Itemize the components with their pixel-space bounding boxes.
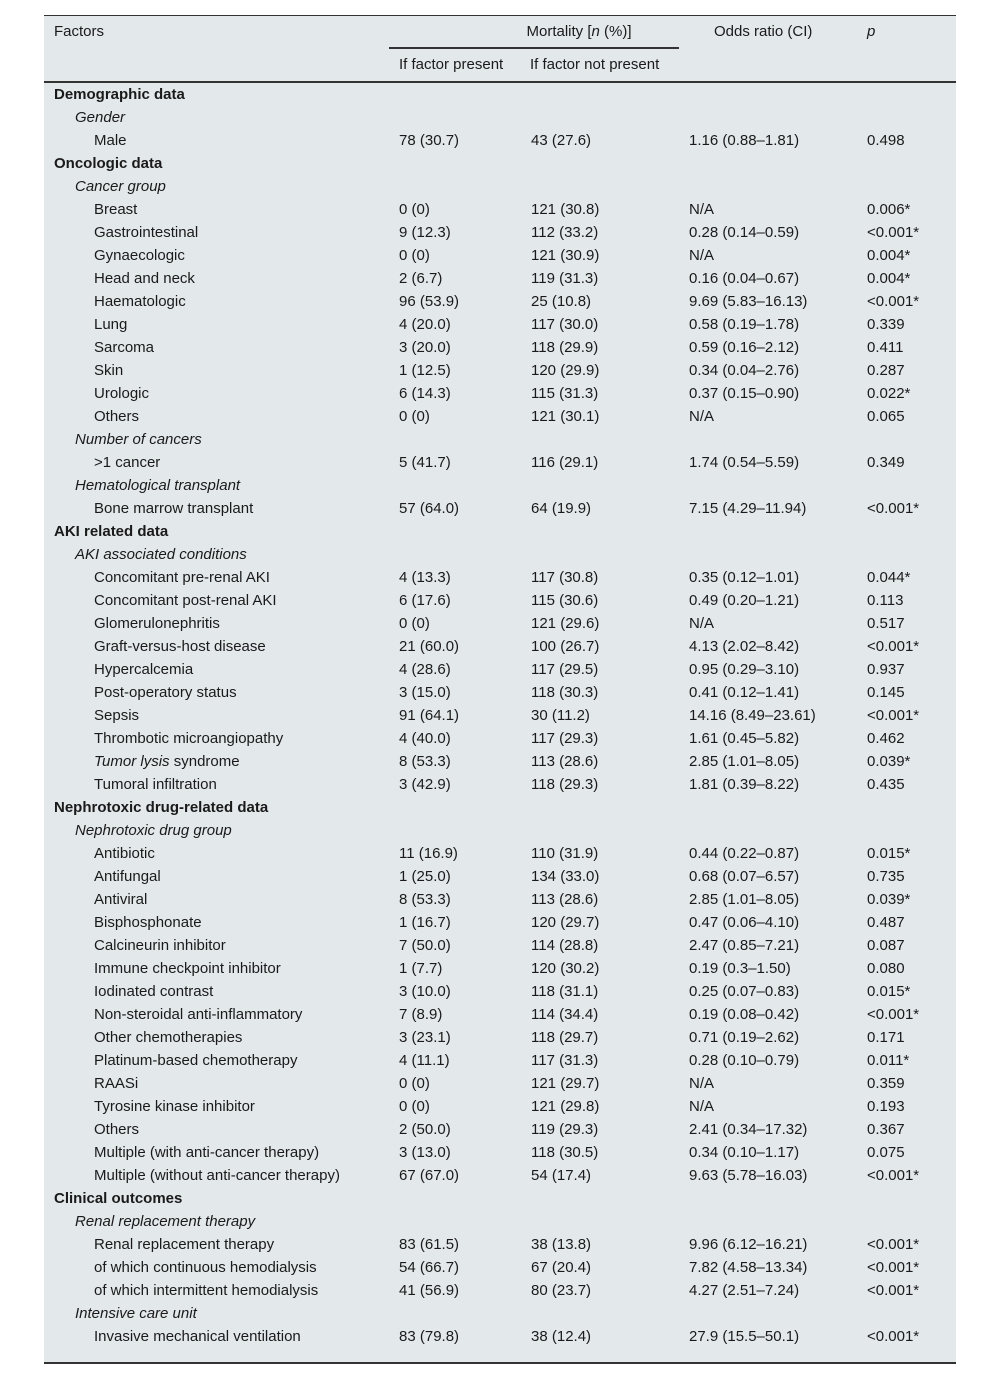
odds-ratio-cell: 0.19 (0.08–0.42): [689, 1006, 800, 1023]
mortality-absent-cell: 121 (30.8): [531, 201, 600, 218]
table-row: [44, 842, 956, 865]
row-label: Post-operatory status: [94, 684, 237, 701]
mortality-present-cell: 5 (41.7): [399, 454, 451, 471]
mortality-present-cell: 2 (50.0): [399, 1121, 451, 1138]
row-label: Renal replacement therapy: [94, 1236, 275, 1253]
p-value-cell: 0.039*: [867, 753, 911, 770]
table-row: [44, 313, 956, 336]
odds-ratio-cell: N/A: [689, 247, 715, 264]
row-label: Renal replacement therapy: [75, 1213, 256, 1230]
mortality-present-cell: 4 (20.0): [399, 316, 451, 333]
odds-ratio-cell: 0.58 (0.19–1.78): [689, 316, 800, 333]
table-row: [44, 934, 956, 957]
subgroup-heading-row: [44, 106, 956, 129]
table-row: [44, 1279, 956, 1302]
odds-ratio-cell: 0.95 (0.29–3.10): [689, 661, 800, 678]
table-row: [44, 773, 956, 796]
header-mortality-rule: [389, 47, 679, 49]
mortality-present-cell: 7 (50.0): [399, 937, 451, 954]
table-row: [44, 911, 956, 934]
p-value-cell: 0.498: [867, 132, 905, 149]
mortality-absent-cell: 121 (30.9): [531, 247, 600, 264]
row-label: of which continuous hemodialysis: [94, 1259, 317, 1276]
mortality-absent-cell: 118 (29.3): [531, 776, 599, 793]
odds-ratio-cell: N/A: [689, 201, 715, 218]
row-label: Cancer group: [75, 178, 166, 195]
row-label: Antiviral: [94, 891, 148, 908]
table-row: [44, 566, 956, 589]
mortality-absent-cell: 115 (30.6): [531, 592, 599, 609]
mortality-absent-cell: 38 (12.4): [531, 1328, 592, 1345]
row-label: Graft-versus-host disease: [94, 638, 266, 655]
odds-ratio-cell: N/A: [689, 615, 715, 632]
row-label: Gastrointestinal: [94, 224, 199, 241]
p-value-cell: 0.065: [867, 408, 905, 425]
odds-ratio-cell: 0.68 (0.07–6.57): [689, 868, 800, 885]
mortality-absent-cell: 54 (17.4): [531, 1167, 592, 1184]
table-row: [44, 1072, 956, 1095]
mortality-present-cell: 21 (60.0): [399, 638, 460, 655]
subgroup-heading-row: [44, 474, 956, 497]
row-label: Concomitant pre-renal AKI: [94, 569, 270, 586]
row-label: Nephrotoxic drug-related data: [54, 799, 269, 816]
header-odds-ratio: Odds ratio (CI): [714, 23, 813, 40]
row-label: Immune checkpoint inhibitor: [94, 960, 281, 977]
mortality-absent-cell: 120 (29.7): [531, 914, 600, 931]
row-label: Sarcoma: [94, 339, 155, 356]
table-row: [44, 1003, 956, 1026]
row-label: Others: [94, 1121, 140, 1138]
row-label: Hematological transplant: [75, 477, 241, 494]
mortality-absent-cell: 117 (30.0): [531, 316, 599, 333]
mortality-absent-cell: 118 (30.3): [531, 684, 599, 701]
mortality-absent-cell: 43 (27.6): [531, 132, 592, 149]
p-value-cell: <0.001*: [867, 1006, 920, 1023]
row-label: Antibiotic: [94, 845, 155, 862]
row-label: Bisphosphonate: [94, 914, 202, 931]
mortality-absent-cell: 112 (33.2): [531, 224, 599, 241]
mortality-absent-cell: 118 (31.1): [531, 983, 599, 1000]
p-value-cell: 0.004*: [867, 270, 911, 287]
row-label: Breast: [94, 201, 138, 218]
table-row: [44, 359, 956, 382]
p-value-cell: 0.435: [867, 776, 905, 793]
row-label: Haematologic: [94, 293, 186, 310]
table-row: [44, 980, 956, 1003]
odds-ratio-cell: 0.47 (0.06–4.10): [689, 914, 800, 931]
mortality-absent-cell: 118 (30.5): [531, 1144, 599, 1161]
odds-ratio-cell: 1.81 (0.39–8.22): [689, 776, 800, 793]
p-value-cell: 0.193: [867, 1098, 905, 1115]
p-value-cell: <0.001*: [867, 1236, 920, 1253]
row-label: Multiple (with anti-cancer therapy): [94, 1144, 320, 1161]
table-row: [44, 221, 956, 244]
header-mortality-prefix: Mortality [: [526, 23, 592, 40]
mortality-present-cell: 3 (42.9): [399, 776, 451, 793]
odds-ratio-cell: 0.28 (0.14–0.59): [689, 224, 800, 241]
p-value-cell: 0.287: [867, 362, 905, 379]
mortality-present-cell: 78 (30.7): [399, 132, 460, 149]
mortality-absent-cell: 25 (10.8): [531, 293, 592, 310]
odds-ratio-cell: 0.44 (0.22–0.87): [689, 845, 800, 862]
p-value-cell: <0.001*: [867, 1282, 920, 1299]
table-header: [44, 16, 956, 83]
p-value-cell: <0.001*: [867, 638, 920, 655]
mortality-absent-cell: 38 (13.8): [531, 1236, 592, 1253]
mortality-present-cell: 3 (20.0): [399, 339, 451, 356]
row-label-rest: syndrome: [169, 753, 240, 770]
header-mortality-suffix: (%)]: [599, 23, 632, 40]
odds-ratio-cell: 0.37 (0.15–0.90): [689, 385, 800, 402]
mortality-absent-cell: 119 (29.3): [531, 1121, 599, 1138]
mortality-absent-cell: 118 (29.7): [531, 1029, 599, 1046]
mortality-present-cell: 7 (8.9): [399, 1006, 443, 1023]
p-value-cell: 0.937: [867, 661, 905, 678]
mortality-absent-cell: 113 (28.6): [531, 753, 599, 770]
row-label: Calcineurin inhibitor: [94, 937, 226, 954]
odds-ratio-cell: 0.71 (0.19–2.62): [689, 1029, 800, 1046]
mortality-present-cell: 1 (7.7): [399, 960, 443, 977]
p-value-cell: 0.487: [867, 914, 905, 931]
odds-ratio-cell: 0.19 (0.3–1.50): [689, 960, 791, 977]
row-label: Intensive care unit: [75, 1305, 197, 1322]
p-value-cell: 0.011*: [867, 1052, 910, 1069]
mortality-absent-cell: 67 (20.4): [531, 1259, 592, 1276]
table-row: [44, 704, 956, 727]
subgroup-heading-row: [44, 819, 956, 842]
row-label: Concomitant post-renal AKI: [94, 592, 277, 609]
table-row: [44, 290, 956, 313]
table-row: [44, 1256, 956, 1279]
mortality-absent-cell: 120 (30.2): [531, 960, 600, 977]
mortality-present-cell: 83 (79.8): [399, 1328, 460, 1345]
mortality-present-cell: 1 (16.7): [399, 914, 451, 931]
row-label: Sepsis: [94, 707, 140, 724]
table-row: [44, 727, 956, 750]
odds-ratio-cell: N/A: [689, 408, 715, 425]
header-p-value: p: [867, 23, 876, 40]
mortality-present-cell: 8 (53.3): [399, 891, 451, 908]
odds-ratio-cell: 9.63 (5.78–16.03): [689, 1167, 808, 1184]
row-label: Thrombotic microangiopathy: [94, 730, 284, 747]
mortality-present-cell: 54 (66.7): [399, 1259, 460, 1276]
table-row: [44, 750, 956, 773]
row-label: Invasive mechanical ventilation: [94, 1328, 301, 1345]
mortality-absent-cell: 115 (31.3): [531, 385, 599, 402]
mortality-absent-cell: 118 (29.9): [531, 339, 599, 356]
row-label: Gender: [75, 109, 126, 126]
odds-ratio-cell: 0.34 (0.10–1.17): [689, 1144, 800, 1161]
odds-ratio-cell: 2.41 (0.34–17.32): [689, 1121, 808, 1138]
mortality-present-cell: 9 (12.3): [399, 224, 451, 241]
section-heading-row: [44, 1187, 956, 1210]
table-row: [44, 658, 956, 681]
mortality-absent-cell: 117 (31.3): [531, 1052, 599, 1069]
mortality-present-cell: 3 (10.0): [399, 983, 451, 1000]
mortality-present-cell: 3 (13.0): [399, 1144, 451, 1161]
row-label: Clinical outcomes: [54, 1190, 183, 1207]
mortality-absent-cell: 110 (31.9): [531, 845, 599, 862]
odds-ratio-cell: 0.16 (0.04–0.67): [689, 270, 800, 287]
mortality-present-cell: 8 (53.3): [399, 753, 451, 770]
row-label: Oncologic data: [54, 155, 163, 172]
table-row: [44, 1118, 956, 1141]
odds-ratio-cell: 27.9 (15.5–50.1): [689, 1328, 800, 1345]
header-if-not-present: If factor not present: [530, 56, 660, 73]
odds-ratio-cell: 1.74 (0.54–5.59): [689, 454, 800, 471]
mortality-present-cell: 6 (14.3): [399, 385, 451, 402]
header-factors: Factors: [54, 23, 105, 40]
p-value-cell: 0.145: [867, 684, 905, 701]
row-label: >1 cancer: [94, 454, 161, 471]
subgroup-heading-row: [44, 175, 956, 198]
p-value-cell: 0.462: [867, 730, 905, 747]
row-label-italic: Tumor lysis: [94, 753, 170, 770]
mortality-present-cell: 91 (64.1): [399, 707, 460, 724]
mortality-absent-cell: 117 (30.8): [531, 569, 599, 586]
mortality-present-cell: 0 (0): [399, 408, 430, 425]
odds-ratio-cell: 0.25 (0.07–0.83): [689, 983, 800, 1000]
table-row: [44, 244, 956, 267]
table-row: [44, 129, 956, 152]
odds-ratio-cell: 4.13 (2.02–8.42): [689, 638, 800, 655]
row-label: Bone marrow transplant: [94, 500, 254, 517]
p-value-cell: 0.735: [867, 868, 905, 885]
odds-ratio-cell: 0.49 (0.20–1.21): [689, 592, 800, 609]
row-label: Male: [94, 132, 127, 149]
p-value-cell: 0.349: [867, 454, 905, 471]
p-value-cell: 0.015*: [867, 845, 911, 862]
mortality-present-cell: 0 (0): [399, 247, 430, 264]
table-row: [44, 1049, 956, 1072]
row-label: [94, 750, 240, 773]
table-body: [44, 83, 956, 1348]
mortality-present-cell: 83 (61.5): [399, 1236, 460, 1253]
odds-ratio-cell: 1.61 (0.45–5.82): [689, 730, 800, 747]
header-if-present: If factor present: [399, 56, 504, 73]
mortality-present-cell: 57 (64.0): [399, 500, 460, 517]
section-heading-row: [44, 796, 956, 819]
table-row: [44, 589, 956, 612]
p-value-cell: 0.359: [867, 1075, 905, 1092]
odds-ratio-cell: 7.15 (4.29–11.94): [689, 500, 807, 517]
mortality-present-cell: 0 (0): [399, 1075, 430, 1092]
odds-ratio-cell: 9.96 (6.12–16.21): [689, 1236, 808, 1253]
row-label: Tumoral infiltration: [94, 776, 217, 793]
p-value-cell: 0.087: [867, 937, 905, 954]
row-label: Lung: [94, 316, 128, 333]
table-row: [44, 405, 956, 428]
table-row: [44, 1095, 956, 1118]
mortality-absent-cell: 113 (28.6): [531, 891, 599, 908]
p-value-cell: <0.001*: [867, 1259, 920, 1276]
mortality-factors-table: [44, 15, 956, 1364]
odds-ratio-cell: 0.34 (0.04–2.76): [689, 362, 800, 379]
p-value-cell: <0.001*: [867, 224, 920, 241]
p-value-cell: 0.022*: [867, 385, 911, 402]
mortality-present-cell: 41 (56.9): [399, 1282, 460, 1299]
table-row: [44, 865, 956, 888]
row-label: Tyrosine kinase inhibitor: [94, 1098, 255, 1115]
row-label: Nephrotoxic drug group: [75, 822, 232, 839]
mortality-absent-cell: 134 (33.0): [531, 868, 600, 885]
row-label: Hypercalcemia: [94, 661, 194, 678]
odds-ratio-cell: 2.47 (0.85–7.21): [689, 937, 800, 954]
mortality-present-cell: 4 (11.1): [399, 1052, 450, 1069]
mortality-present-cell: 4 (40.0): [399, 730, 451, 747]
row-label: of which intermittent hemodialysis: [94, 1282, 319, 1299]
table-row: [44, 198, 956, 221]
subgroup-heading-row: [44, 543, 956, 566]
odds-ratio-cell: 0.28 (0.10–0.79): [689, 1052, 800, 1069]
mortality-present-cell: 0 (0): [399, 201, 430, 218]
row-label: Head and neck: [94, 270, 195, 287]
odds-ratio-cell: 14.16 (8.49–23.61): [689, 707, 816, 724]
mortality-present-cell: 0 (0): [399, 1098, 430, 1115]
p-value-cell: <0.001*: [867, 293, 920, 310]
p-value-cell: 0.080: [867, 960, 905, 977]
mortality-absent-cell: 117 (29.3): [531, 730, 599, 747]
subgroup-heading-row: [44, 1210, 956, 1233]
row-label: Gynaecologic: [94, 247, 185, 264]
table-row: [44, 336, 956, 359]
table-row: [44, 451, 956, 474]
row-label: Platinum-based chemotherapy: [94, 1052, 298, 1069]
table-row: [44, 635, 956, 658]
row-label: AKI related data: [54, 523, 169, 540]
odds-ratio-cell: 0.35 (0.12–1.01): [689, 569, 800, 586]
p-value-cell: 0.006*: [867, 201, 911, 218]
p-value-cell: <0.001*: [867, 1328, 920, 1345]
row-label: Multiple (without anti-cancer therapy): [94, 1167, 340, 1184]
mortality-absent-cell: 119 (31.3): [531, 270, 599, 287]
p-value-cell: 0.517: [867, 615, 905, 632]
mortality-absent-cell: 121 (30.1): [531, 408, 600, 425]
table-row: [44, 497, 956, 520]
table-row: [44, 888, 956, 911]
p-value-cell: 0.044*: [867, 569, 911, 586]
p-value-cell: 0.367: [867, 1121, 905, 1138]
header-mortality: [434, 23, 724, 40]
p-value-cell: <0.001*: [867, 707, 920, 724]
mortality-absent-cell: 117 (29.5): [531, 661, 599, 678]
p-value-cell: 0.015*: [867, 983, 911, 1000]
mortality-absent-cell: 121 (29.6): [531, 615, 600, 632]
mortality-present-cell: 67 (67.0): [399, 1167, 460, 1184]
p-value-cell: 0.339: [867, 316, 905, 333]
p-value-cell: <0.001*: [867, 500, 920, 517]
row-label: Iodinated contrast: [94, 983, 214, 1000]
odds-ratio-cell: 1.16 (0.88–1.81): [689, 132, 800, 149]
table-row: [44, 681, 956, 704]
mortality-present-cell: 11 (16.9): [399, 845, 458, 862]
odds-ratio-cell: N/A: [689, 1098, 715, 1115]
section-heading-row: [44, 520, 956, 543]
mortality-present-cell: 2 (6.7): [399, 270, 443, 287]
mortality-present-cell: 96 (53.9): [399, 293, 460, 310]
mortality-present-cell: 1 (12.5): [399, 362, 451, 379]
odds-ratio-cell: 2.85 (1.01–8.05): [689, 753, 800, 770]
row-label: RAASi: [94, 1075, 139, 1092]
odds-ratio-cell: 4.27 (2.51–7.24): [689, 1282, 800, 1299]
mortality-absent-cell: 121 (29.8): [531, 1098, 600, 1115]
table-row: [44, 612, 956, 635]
mortality-absent-cell: 120 (29.9): [531, 362, 600, 379]
row-label: Others: [94, 408, 140, 425]
mortality-absent-cell: 64 (19.9): [531, 500, 592, 517]
mortality-present-cell: 3 (15.0): [399, 684, 451, 701]
table-row: [44, 1026, 956, 1049]
row-label: AKI associated conditions: [75, 546, 247, 563]
subgroup-heading-row: [44, 1302, 956, 1325]
p-value-cell: 0.004*: [867, 247, 911, 264]
header-mortality-n: n: [591, 23, 600, 40]
table-row: [44, 1233, 956, 1256]
row-label: Other chemotherapies: [94, 1029, 243, 1046]
row-label: Antifungal: [94, 868, 161, 885]
mortality-absent-cell: 114 (28.8): [531, 937, 599, 954]
mortality-present-cell: 0 (0): [399, 615, 430, 632]
p-value-cell: <0.001*: [867, 1167, 920, 1184]
mortality-present-cell: 4 (28.6): [399, 661, 451, 678]
table-row: [44, 1325, 956, 1348]
p-value-cell: 0.411: [867, 339, 904, 356]
table-row: [44, 957, 956, 980]
mortality-present-cell: 6 (17.6): [399, 592, 451, 609]
mortality-absent-cell: 100 (26.7): [531, 638, 600, 655]
section-heading-row: [44, 152, 956, 175]
table-row: [44, 267, 956, 290]
mortality-present-cell: 1 (25.0): [399, 868, 451, 885]
p-value-cell: 0.039*: [867, 891, 911, 908]
p-value-cell: 0.075: [867, 1144, 905, 1161]
odds-ratio-cell: 7.82 (4.58–13.34): [689, 1259, 808, 1276]
odds-ratio-cell: 0.41 (0.12–1.41): [689, 684, 800, 701]
odds-ratio-cell: 2.85 (1.01–8.05): [689, 891, 800, 908]
row-label: Urologic: [94, 385, 150, 402]
mortality-absent-cell: 121 (29.7): [531, 1075, 600, 1092]
table-row: [44, 1164, 956, 1187]
p-value-cell: 0.171: [867, 1029, 905, 1046]
mortality-absent-cell: 114 (34.4): [531, 1006, 599, 1023]
odds-ratio-cell: N/A: [689, 1075, 715, 1092]
odds-ratio-cell: 9.69 (5.83–16.13): [689, 293, 808, 310]
table-row: [44, 382, 956, 405]
subgroup-heading-row: [44, 428, 956, 451]
row-label: Demographic data: [54, 86, 185, 103]
row-label: Number of cancers: [75, 431, 202, 448]
mortality-absent-cell: 80 (23.7): [531, 1282, 592, 1299]
table-row: [44, 1141, 956, 1164]
row-label: Non-steroidal anti-inflammatory: [94, 1006, 303, 1023]
mortality-present-cell: 3 (23.1): [399, 1029, 451, 1046]
p-value-cell: 0.113: [867, 592, 904, 609]
row-label: Skin: [94, 362, 124, 379]
mortality-absent-cell: 30 (11.2): [531, 707, 590, 724]
mortality-present-cell: 4 (13.3): [399, 569, 451, 586]
row-label: Glomerulonephritis: [94, 615, 220, 632]
odds-ratio-cell: 0.59 (0.16–2.12): [689, 339, 800, 356]
section-heading-row: [44, 83, 956, 106]
mortality-absent-cell: 116 (29.1): [531, 454, 599, 471]
